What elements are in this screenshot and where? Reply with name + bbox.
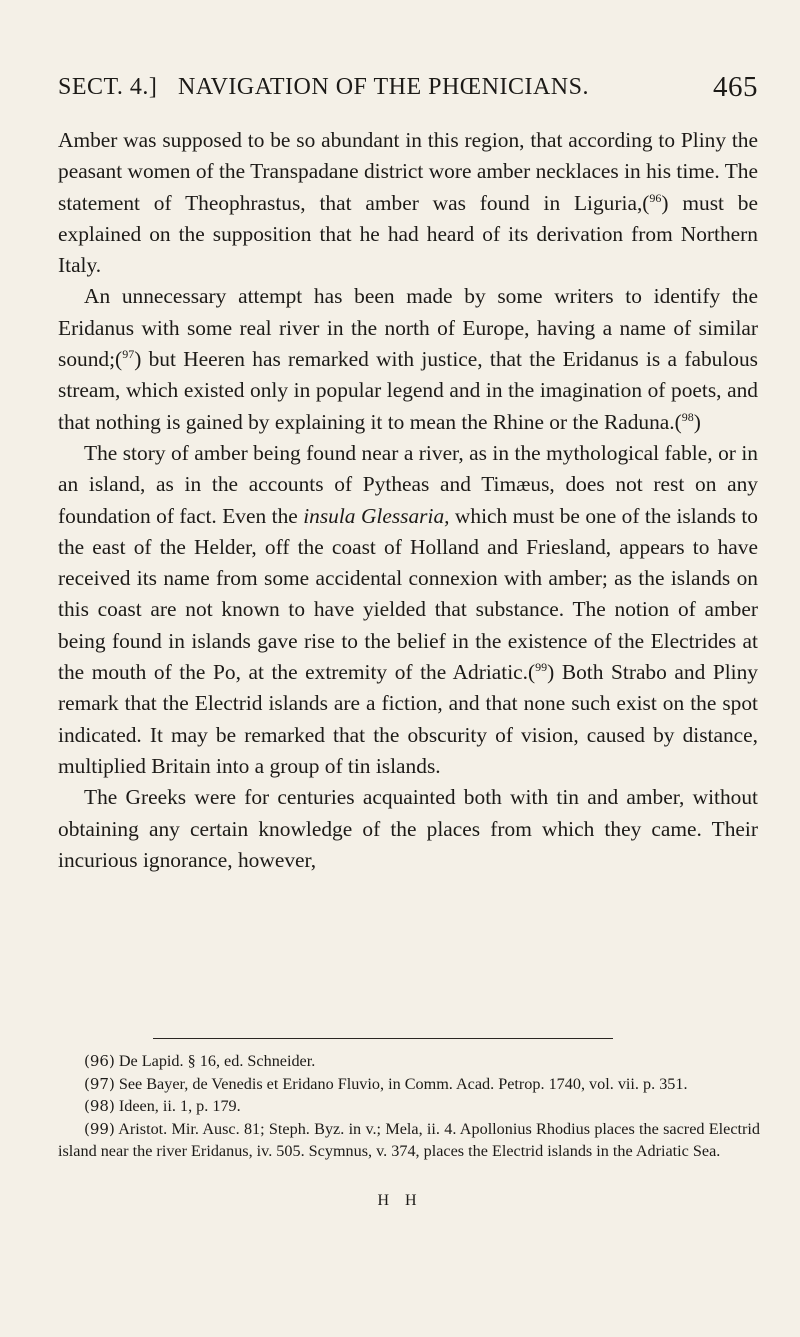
paragraph-1 <box>58 125 758 281</box>
footnote-text: Aristot. Mir. Ausc. 81; Steph. Byz. in v.; Mela, ii. 4. Apollonius Rhodius places the sacred Electrid island near the river Eridanus, iv. 505. Scymnus, v. 374, places the Electrid islands in the Adriatic Sea. <box>58 1119 760 1161</box>
text-run: which must be one of the islands to the east of the Helder, off the coast of Holland and Friesland, appears to have received its name from some accidental connexion with amber; as the islands on this coast are not known to have yielded that substance. The notion of amber being found in islands gave rise to the belief in the existence of the Electrides at the mouth of the Po, at the extremity of the Adriatic.( <box>58 503 758 685</box>
page-number: 465 <box>713 71 758 103</box>
text-run: ) Both Strabo and Pliny remark that the Electrid islands are a fiction, and that none such exist on the spot indicated. It may be remarked that the obscurity of vision, caused by distance, multiplied Britain into a group of tin islands. <box>58 660 759 778</box>
footnote-text: De Lapid. § 16, ed. Schneider. <box>114 1052 316 1070</box>
italic-term: insula Glessaria, <box>303 503 450 528</box>
text-run: ) must be explained on the supposition that he had heard of its derivation from Northern Italy. <box>58 190 758 278</box>
footnote-ref-98: 98 <box>681 409 694 424</box>
footnote-99 <box>58 1118 760 1163</box>
footnote-ref-96: 96 <box>649 190 662 205</box>
footnote-96 <box>58 1050 760 1073</box>
footnote-ref-99: 99 <box>535 659 548 674</box>
text-run: ) <box>693 409 701 434</box>
text-run: An unnecessary attempt has been made by some writers to identify the Eridanus with some real river in the north of Europe, having a name of similar sound;( <box>58 284 758 372</box>
footnote-97 <box>58 1073 760 1096</box>
main-text <box>58 125 758 876</box>
footnote-divider <box>153 1038 613 1039</box>
paragraph-3 <box>58 438 758 782</box>
paragraph-2 <box>58 281 758 437</box>
footnotes <box>58 1050 760 1163</box>
footnote-text: See Bayer, de Venedis et Eridano Fluvio, in Comm. Acad. Petrop. 1740, vol. vii. p. 351. <box>114 1074 688 1093</box>
footnote-number: (96) <box>84 1052 115 1070</box>
footnote-number: (99) <box>84 1119 115 1138</box>
signature-mark: H H <box>377 1192 423 1209</box>
text-run: Amber was supposed to be so abundant in this region, that according to Pliny the peasant women of the Transpadane district wore amber necklaces in his time. The statement of Theophrastus, that amber was found in Liguria,( <box>58 128 758 215</box>
running-title: NAVIGATION OF THE PHŒNICIANS. <box>178 74 589 100</box>
footnote-98 <box>58 1095 760 1118</box>
text-run: ) but Heeren has remarked with justice, that the Eridanus is a fabulous stream, which existed only in popular legend and in the imagination of poets, and that nothing is gained by explaining it to mean the Rhine or the Raduna.( <box>58 347 758 434</box>
footnote-text: Ideen, ii. 1, p. 179. <box>114 1097 241 1116</box>
footnote-ref-97: 97 <box>122 346 135 361</box>
paragraph-4: The Greeks were for centuries acquainted both with tin and amber, without obtaining any certain knowledge of the places from which they came. Their incurious ignorance, however, <box>58 785 758 872</box>
running-header <box>58 71 758 110</box>
footnote-number: (97) <box>84 1074 115 1093</box>
text-run: The story of amber being found near a river, as in the mythological fable, or in an island, as in the accounts of Pytheas and Timæus, does not rest on any foundation of fact. Even the <box>58 440 758 528</box>
footnote-number: (98) <box>84 1097 115 1116</box>
section-label: SECT. 4.] <box>58 74 158 100</box>
